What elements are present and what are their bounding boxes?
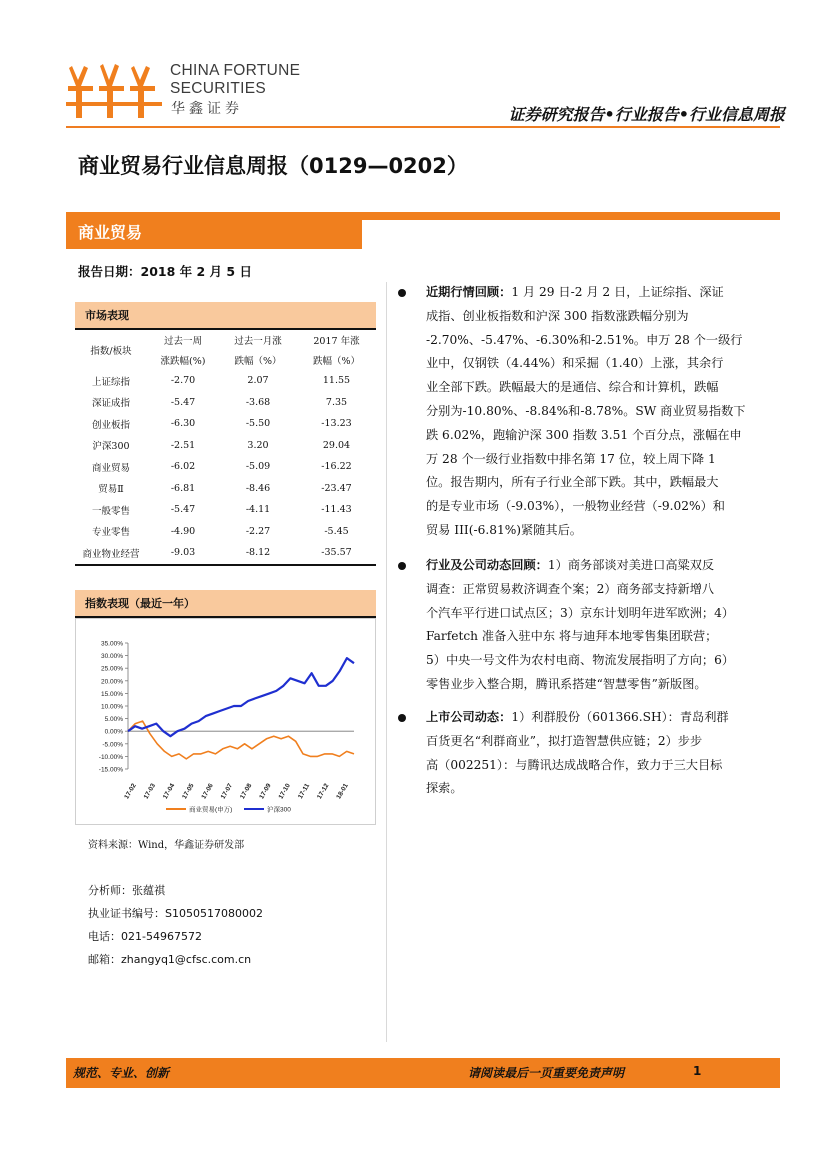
row-name: 专业零售 (91, 527, 130, 539)
x-tick-label: 17-07 (219, 782, 235, 801)
paragraph-label: 上市公司动态： (426, 710, 512, 724)
paragraph-line: 1）商务部谈对美进口高粱双反 (547, 558, 715, 572)
row-week: -5.47 (170, 504, 196, 516)
paragraph-line: 1）利群股份（601366.SH）：青岛利群 (511, 710, 729, 724)
y-tick-label: 20.00% (100, 678, 123, 686)
col-header-week-l1: 过去一周 (163, 336, 202, 347)
row-week: -5.47 (170, 396, 196, 408)
row-name: 深证成指 (91, 398, 130, 410)
col-header-week-l2: 涨跌幅(%) (160, 356, 206, 367)
data-source-note: 资料来源：Wind，华鑫证券研发部 (88, 840, 245, 851)
report-date: 报告日期：2018 年 2 月 5 日 (78, 264, 252, 279)
paragraph-line: 调查：正常贸易救济调查个案；2）商务部支持新增八 (426, 581, 715, 596)
paragraph-line: 个汽车平行进口试点区；3）京东计划明年进军欧洲；4） (426, 605, 735, 620)
china-fortune-logo (66, 58, 162, 120)
col-header-month-l2: 跌幅（%） (234, 356, 282, 367)
analyst-name: 分析师：张蕴祺 (88, 884, 165, 897)
paragraph-line: 高（002251）：与腾讯达成战略合作，致力于三大目标 (426, 757, 723, 772)
row-year: -5.45 (324, 525, 349, 537)
table-row (75, 542, 376, 565)
paragraph-line: 零售业步入整合期，腾讯系搭建“智慧零售”新版图。 (426, 676, 707, 691)
col-header-index: 指数/板块 (90, 346, 132, 357)
x-tick-label: 17-05 (181, 782, 196, 801)
paragraph-line: 探索。 (426, 781, 463, 796)
footer-bar (66, 1058, 780, 1088)
row-month: 2.07 (247, 375, 269, 387)
bullet-icon (398, 562, 406, 570)
brand-name-english-line2: SECURITIES (170, 80, 267, 97)
y-tick-label: -10.00% (98, 753, 123, 761)
row-year: -16.22 (321, 461, 352, 473)
y-tick-label: 25.00% (100, 665, 123, 673)
index-line-chart (76, 619, 375, 824)
table-row (75, 413, 376, 435)
paragraph-line: 万 28 个一级行业指数中排名第 17 位，较上周下降 1 (426, 451, 716, 466)
bullet-icon (398, 714, 406, 722)
x-tick-label: 17-09 (258, 782, 273, 801)
table-row (75, 456, 376, 478)
table-row (75, 370, 376, 392)
y-tick-label: 15.00% (100, 690, 123, 698)
row-month: -3.68 (245, 396, 271, 408)
y-tick-label: -5.00% (102, 741, 123, 749)
row-name: 贸易Ⅱ (98, 484, 124, 496)
table-row (75, 499, 376, 521)
series-line-commerce-trade (128, 721, 354, 759)
row-name: 上证综指 (91, 376, 130, 388)
footer-motto: 规范、专业、创新 (73, 1066, 170, 1080)
brand-name-chinese: 华鑫证券 (171, 101, 243, 117)
y-tick-label: 30.00% (100, 653, 123, 661)
paragraph-line: -2.70%、-5.47%、-6.30%和-2.51%。申万 28 个一级行 (426, 332, 743, 347)
paragraph-line: 位。报告期内，所有子行业全部下跌。其中，跌幅最大 (426, 475, 719, 490)
paragraph-line: 跌 6.02%，跑输沪深 300 指数 3.51 个百分点，涨幅在申 (426, 427, 742, 442)
header-divider (66, 126, 780, 128)
index-performance-header: 指数表现（最近一年） (75, 590, 376, 618)
row-name: 沪深300 (92, 441, 130, 453)
paragraph-line: 百货更名“利群商业”，拟打造智慧供应链；2）步步 (426, 733, 703, 748)
row-week: -2.51 (170, 439, 196, 451)
row-name: 创业板指 (91, 419, 130, 431)
paragraph-line: Farfetch 准备入驻中东 将与迪拜本地零售集团联营； (426, 629, 718, 644)
paragraph-line: 分别为-10.80%、-8.84%和-8.78%。SW 商业贸易指数下 (426, 403, 746, 418)
market-performance-table (75, 330, 376, 566)
x-tick-label: 17-10 (277, 782, 292, 801)
row-year: -23.47 (321, 482, 352, 494)
paragraph-line: 1 月 29 日-2 月 2 日，上证综指、深证 (511, 285, 724, 299)
sector-label: 商业贸易 (78, 223, 143, 242)
paragraph-line: 的是专业市场（-9.03%），一般物业经营（-9.02%）和 (426, 499, 725, 514)
paragraph-line: 业全部下跌。跌幅最大的是通信、综合和计算机，跌幅 (426, 380, 719, 395)
paragraph-line: 5）中央一号文件为农村电商、物流发展指明了方向；6） (426, 653, 735, 668)
analyst-phone: 电话：021-54967572 (88, 930, 202, 943)
brand-name-english-line1: CHINA FORTUNE (170, 62, 301, 79)
row-month: 3.20 (247, 439, 269, 451)
x-tick-label: 17-03 (142, 782, 158, 801)
report-series-label: 证券研究报告•行业报告•行业信息周报 (508, 105, 785, 124)
row-year: 29.04 (322, 439, 351, 451)
y-tick-label: -15.00% (98, 766, 123, 774)
bullet-icon (398, 289, 406, 297)
row-year: -11.43 (321, 504, 352, 516)
series-line-csi300 (128, 658, 354, 736)
y-tick-label: 10.00% (100, 703, 123, 711)
row-week: -6.81 (170, 482, 196, 494)
analyst-cert: 执业证书编号：S1050517080002 (88, 907, 263, 920)
row-week: -6.30 (170, 418, 196, 430)
col-header-month-l1: 过去一月涨 (234, 336, 282, 347)
y-tick-label: 5.00% (104, 716, 123, 724)
index-chart-frame (75, 618, 376, 825)
y-tick-label: 35.00% (100, 640, 123, 648)
y-tick-label: 0.00% (104, 728, 123, 736)
row-month: -2.27 (245, 525, 271, 537)
row-month: -8.46 (245, 482, 271, 494)
paragraph-line: 贸易 III(-6.81%)紧随其后。 (426, 522, 582, 537)
legend-label: 商业贸易(申万) (189, 806, 233, 814)
row-week: -9.03 (147, 542, 219, 565)
table-row (75, 435, 376, 457)
paragraph-company-news (426, 706, 771, 801)
column-divider (386, 282, 387, 1042)
paragraph-market-review (426, 281, 771, 543)
table-row (75, 392, 376, 414)
row-name: 商业物业经营 (75, 542, 147, 565)
x-tick-label: 17-02 (123, 782, 138, 801)
sector-banner-stripe (362, 212, 780, 220)
paragraph-line: 成指、创业板指数和沪深 300 指数涨跌幅分别为 (426, 308, 689, 323)
document-title: 商业贸易行业信息周报（0129—0202） (78, 154, 468, 178)
paragraph-industry-news (426, 554, 771, 697)
table-row (75, 521, 376, 543)
row-month: -5.50 (245, 418, 271, 430)
analyst-email[interactable]: 邮箱：zhangyq1@cfsc.com.cn (88, 953, 252, 966)
row-week: -4.90 (170, 525, 196, 537)
row-name: 一般零售 (91, 505, 130, 517)
paragraph-label: 近期行情回顾： (426, 285, 512, 299)
x-tick-label: 17-04 (161, 782, 177, 801)
row-year: -13.23 (321, 418, 352, 430)
paragraph-line: 业中，仅钢铁（4.44%）和采掘（1.40）上涨，其余行 (426, 356, 724, 371)
row-year: 7.35 (325, 396, 348, 408)
x-tick-label: 18-01 (335, 782, 350, 801)
footer-disclaimer-note[interactable]: 请阅读最后一页重要免责声明 (468, 1066, 625, 1080)
row-week: -6.02 (170, 461, 196, 473)
row-month: -8.12 (219, 542, 297, 565)
row-year: -35.57 (297, 542, 376, 565)
market-performance-header: 市场表现 (75, 302, 376, 330)
paragraph-label: 行业及公司动态回顾： (426, 558, 548, 572)
x-tick-label: 17-12 (316, 782, 331, 801)
table-row (75, 478, 376, 500)
x-tick-label: 17-06 (200, 782, 215, 801)
page-number: 1 (693, 1064, 702, 1078)
x-tick-label: 17-08 (238, 782, 254, 801)
row-month: -5.09 (245, 461, 271, 473)
col-header-year-l2: 跌幅（%） (312, 356, 361, 367)
row-year: 11.55 (322, 375, 351, 387)
col-header-year-l1: 2017 年涨 (313, 336, 360, 347)
x-tick-label: 17-11 (296, 782, 312, 801)
row-month: -4.11 (245, 504, 271, 516)
row-name: 商业贸易 (91, 462, 130, 474)
legend-label: 沪深300 (267, 806, 291, 814)
row-week: -2.70 (170, 375, 196, 387)
